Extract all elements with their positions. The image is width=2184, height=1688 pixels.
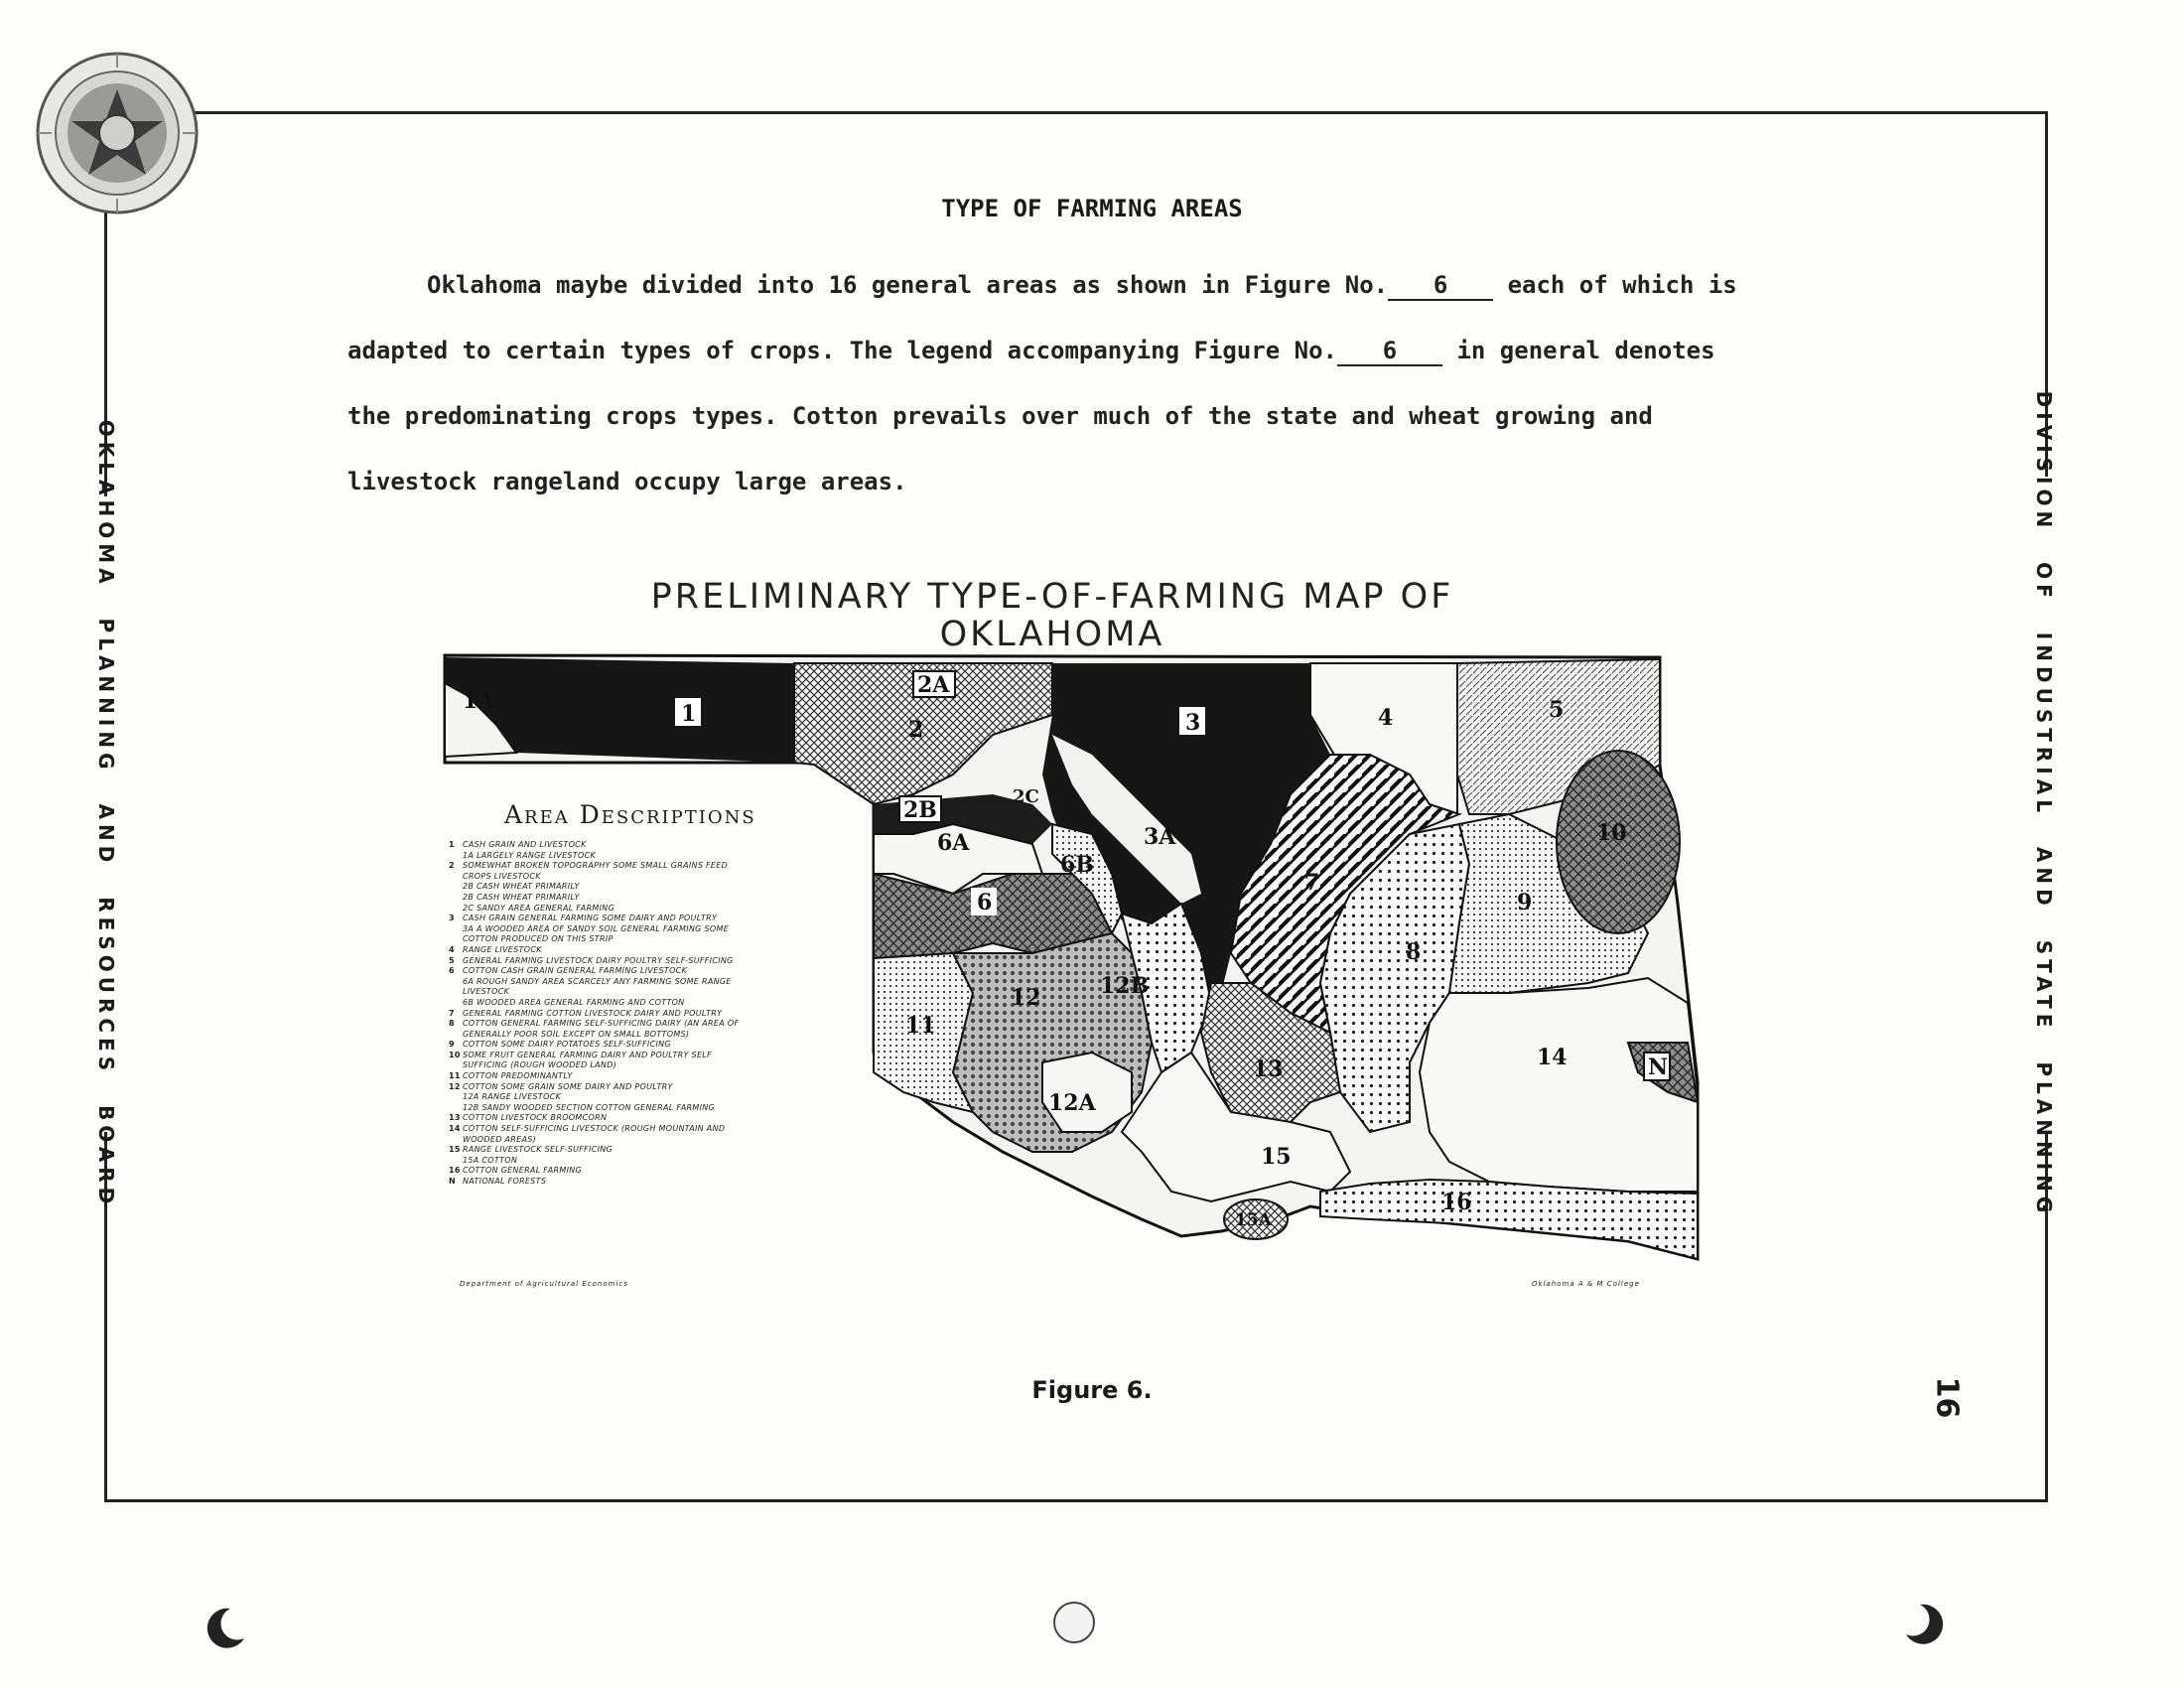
legend-item: SUFFICING (ROUGH WOODED LAND) — [463, 1060, 617, 1070]
area-label: 15 — [1261, 1144, 1292, 1170]
binder-hole-icon — [1902, 1599, 1950, 1646]
legend-title: Area Descriptions — [504, 800, 756, 829]
area-legend — [449, 840, 866, 1188]
map-title: PRELIMINARY TYPE-OF-FARMING MAP OF OKLAHOMA — [650, 577, 1454, 654]
legend-item: 15 RANGE LIVESTOCK SELF-SUFFICING — [449, 1145, 614, 1155]
binder-hole-icon — [1050, 1599, 1098, 1646]
legend-item: 5 GENERAL FARMING LIVESTOCK DAIRY POULTRY SELF-SUFFICING — [449, 955, 734, 965]
legend-item: 6 COTTON CASH GRAIN GENERAL FARMING LIVESTOCK — [449, 966, 688, 976]
area-label: 9 — [1517, 890, 1533, 915]
legend-item: 1 CASH GRAIN AND LIVESTOCK — [449, 840, 587, 849]
legend-item: 2B CASH WHEAT PRIMARILY — [463, 882, 580, 892]
legend-item: 8 COTTON GENERAL FARMING SELF-SUFFICING DAIRY (AN AREA OF — [449, 1019, 740, 1029]
legend-item: 14 COTTON SELF-SUFFICING LIVESTOCK (ROUGH MOUNTAIN AND — [449, 1124, 726, 1134]
legend-item: 15A COTTON — [463, 1155, 518, 1165]
area-label: 7 — [1304, 870, 1320, 896]
map-credit-right: Oklahoma A & M College — [1532, 1280, 1640, 1288]
paragraph-line-4: livestock rangeland occupy large areas. — [347, 468, 907, 495]
legend-item: 4 RANGE LIVESTOCK — [449, 944, 542, 954]
legend-item: WOODED AREAS) — [463, 1134, 537, 1144]
area-label: 14 — [1537, 1045, 1568, 1070]
area-label: 1A — [463, 688, 495, 714]
paragraph-line-2: adapted to certain types of crops. The legend accompanying Figure No. 6 in general denotes — [347, 337, 1715, 364]
legend-item: 1A LARGELY RANGE LIVESTOCK — [463, 850, 597, 860]
legend-item: 12A RANGE LIVESTOCK — [463, 1092, 562, 1102]
legend-item: 16 COTTON GENERAL FARMING — [449, 1166, 583, 1176]
legend-item: 12B SANDY WOODED SECTION COTTON GENERAL FARMING — [463, 1102, 716, 1112]
area-label: 11 — [905, 1013, 936, 1039]
area-label: 13 — [1253, 1056, 1284, 1082]
area-label: 3 — [1185, 710, 1201, 736]
area-label: N — [1648, 1055, 1669, 1080]
area-label: 2A — [917, 672, 950, 698]
area-16 — [1320, 1180, 1698, 1259]
area-label: 16 — [1441, 1190, 1472, 1215]
legend-item: 3 CASH GRAIN GENERAL FARMING SOME DAIRY AND POULTRY — [449, 914, 718, 923]
area-label: 2 — [908, 717, 924, 743]
area-label: 2C — [1013, 786, 1039, 807]
area-label: 6A — [937, 830, 970, 856]
legend-item: 6A ROUGH SANDY AREA SCARCELY ANY FARMING SOME RANGE — [463, 976, 732, 986]
legend-item: 2C SANDY AREA GENERAL FARMING — [463, 903, 615, 913]
legend-item: 2B CASH WHEAT PRIMARILY — [463, 892, 580, 902]
legend-item: 11 COTTON PREDOMINANTLY — [449, 1071, 573, 1081]
binder-hole-icon — [201, 1603, 248, 1650]
figure-number-blank: 6 — [1337, 337, 1442, 366]
side-caption-right: DIVISION OF INDUSTRIAL AND STATE PLANNING — [2032, 390, 2056, 1218]
legend-item: 3A A WOODED AREA OF SANDY SOIL GENERAL FARMING SOME — [463, 923, 730, 933]
document-title: TYPE OF FARMING AREAS — [941, 195, 1243, 222]
area-label: 2B — [903, 797, 937, 823]
map-credit-left: Department of Agricultural Economics — [460, 1280, 628, 1288]
area-label: 10 — [1596, 820, 1627, 846]
figure-number-blank: 6 — [1388, 271, 1493, 301]
area-label: 8 — [1406, 939, 1422, 965]
legend-item: 9 COTTON SOME DAIRY POTATOES SELF-SUFFICING — [449, 1040, 671, 1050]
legend-item: N NATIONAL FORESTS — [449, 1177, 547, 1186]
area-label: 5 — [1549, 697, 1565, 723]
legend-item: 7 GENERAL FARMING COTTON LIVESTOCK DAIRY AND POULTRY — [449, 1008, 723, 1018]
page-number: 16 — [1929, 1376, 1965, 1419]
area-label: 12B — [1100, 973, 1150, 999]
area-label: 12 — [1011, 985, 1041, 1011]
area-label: 12A — [1048, 1090, 1096, 1116]
area-label: 1 — [681, 701, 697, 727]
side-caption-left: OKLAHOMA PLANNING AND RESOURCES BOARD — [94, 419, 118, 1209]
area-label: 4 — [1378, 705, 1394, 731]
legend-item: LIVESTOCK — [463, 987, 510, 997]
legend-item: 12 COTTON SOME GRAIN SOME DAIRY AND POULTRY — [449, 1081, 673, 1091]
paragraph-line-1: Oklahoma maybe divided into 16 general areas as shown in Figure No. 6 each of which is — [427, 271, 1737, 299]
paragraph-line-3: the predominating crops types. Cotton prevails over much of the state and wheat growing and — [347, 402, 1653, 430]
figure-caption: Figure 6. — [1031, 1376, 1153, 1404]
legend-item: COTTON PRODUCED ON THIS STRIP — [463, 934, 614, 944]
area-label: 6B — [1060, 852, 1094, 878]
legend-item: 10 SOME FRUIT GENERAL FARMING DAIRY AND POULTRY SELF — [449, 1050, 712, 1059]
legend-item: 2 SOMEWHAT BROKEN TOPOGRAPHY SOME SMALL GRAINS FEED — [449, 861, 729, 871]
legend-item: GENERALLY POOR SOIL EXCEPT ON SMALL BOTTOMS) — [463, 1029, 690, 1039]
area-label: 3A — [1144, 824, 1176, 850]
legend-item: 6B WOODED AREA GENERAL FARMING AND COTTON — [463, 997, 685, 1007]
area-label: 15A — [1235, 1210, 1272, 1230]
legend-item: CROPS LIVESTOCK — [463, 871, 541, 881]
area-label: 6 — [977, 890, 993, 915]
legend-item: 13 COTTON LIVESTOCK BROOMCORN — [449, 1113, 608, 1123]
